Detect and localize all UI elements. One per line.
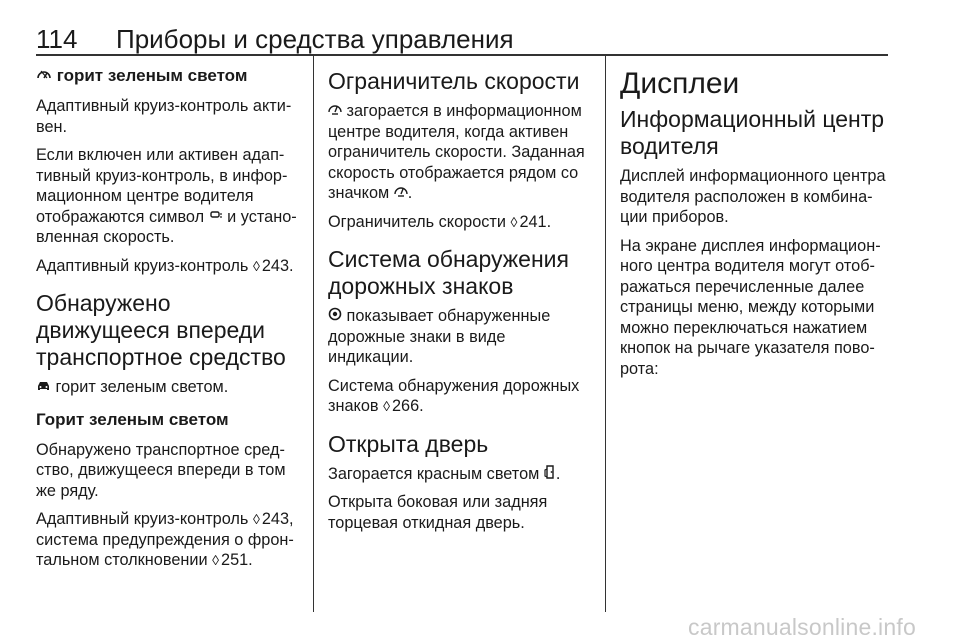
door-open-text: Загорается красным светом .	[328, 464, 561, 483]
page-ref-link[interactable]: 266.	[391, 397, 424, 415]
column-divider-1	[313, 56, 314, 612]
page-ref-link[interactable]: 241.	[519, 212, 552, 231]
acc-display-text: Если включен или активен адап-тивный круиз-контроль, в инфор-мационном центре водителя отображаются символ и устано-вленная скорость.	[36, 146, 297, 246]
page-reference-icon: ◊	[212, 552, 220, 568]
section-heading-vehicle-ahead: Обнаружено движущееся впереди транспортное средство	[36, 290, 286, 370]
traffic-sign-icon	[328, 307, 342, 323]
speed-limiter-reference: Ограничитель скорости ◊ 241.	[328, 212, 552, 231]
dic-location-text: Дисплей информационного центра водителя расположен в комбина-ции приборов.	[620, 167, 886, 226]
traffic-signs-text: показывает обнаруженные дорожные знаки в виде индикации.	[328, 307, 551, 366]
speed-limiter-icon	[394, 184, 408, 200]
watermark: carmanualsonline.info	[688, 614, 916, 640]
page-ref-link[interactable]: 251.	[221, 551, 253, 569]
speed-limiter-icon	[328, 102, 342, 118]
page-ref-link[interactable]: 243.	[261, 256, 294, 275]
speed-limiter-text: загорается в информационном центре водителя, когда активен ограничитель скорости. Заданная скорость отображается рядом со значком .	[328, 102, 585, 202]
page-title: Приборы и средства управления	[116, 24, 514, 54]
page-number: 114	[36, 24, 78, 54]
page-reference-icon: ◊	[383, 398, 390, 414]
section-heading-traffic-signs: Система обнаружения дорожных знаков	[328, 246, 569, 299]
column-2	[328, 64, 590, 541]
door-open-icon	[544, 465, 556, 481]
column-3	[620, 64, 888, 387]
section-heading-acc-green: горит зеленым светом	[36, 66, 298, 86]
page-reference-icon: ◊	[252, 257, 260, 274]
header-rule	[36, 54, 888, 56]
column-1	[36, 64, 298, 579]
column-divider-2	[605, 56, 606, 612]
vehicle-detected-text: Обнаружено транспортное сред-ство, движущееся впереди в том же ряду.	[36, 440, 286, 500]
traffic-signs-reference: Система обнаружения дорожных знаков ◊ 266.	[328, 376, 580, 415]
acc-active-text: Адаптивный круиз-контроль акти-вен.	[36, 97, 292, 136]
dic-pages-text: На экране дисплея информацион-ного центра водителя могут отоб-ражаться перечисленные далее страницы меню, между которыми можно переключаться нажатием кнопок на рычаге указателя пово-рота:	[620, 236, 881, 378]
section-heading-driver-info-center: Информационный центр водителя	[620, 106, 885, 159]
acc-speedometer-icon	[36, 67, 52, 83]
section-heading-green: Горит зеленым светом	[36, 409, 229, 429]
vehicle-ahead-text: горит зеленым светом.	[36, 377, 298, 398]
page-reference-icon: ◊	[510, 213, 518, 230]
vehicle-reference-text: Адаптивный круиз-контроль ◊ 243, система предупреждения о фрон-тальном столкновении ◊ 251.	[36, 510, 294, 569]
car-icon	[36, 379, 51, 394]
section-heading-speed-limiter: Ограничитель скорости	[328, 68, 580, 94]
acc-vehicle-icon	[209, 209, 223, 224]
page-header	[36, 20, 888, 56]
page-ref-link[interactable]: 243,	[261, 510, 294, 528]
page-reference-icon: ◊	[252, 511, 260, 527]
section-heading-displays: Дисплеи	[620, 67, 740, 100]
acc-reference-text: Адаптивный круиз-контроль ◊ 243.	[36, 256, 294, 275]
section-heading-door-open: Открыта дверь	[328, 430, 489, 457]
door-open-description: Открыта боковая или задняя торцевая откидная дверь.	[328, 493, 548, 532]
